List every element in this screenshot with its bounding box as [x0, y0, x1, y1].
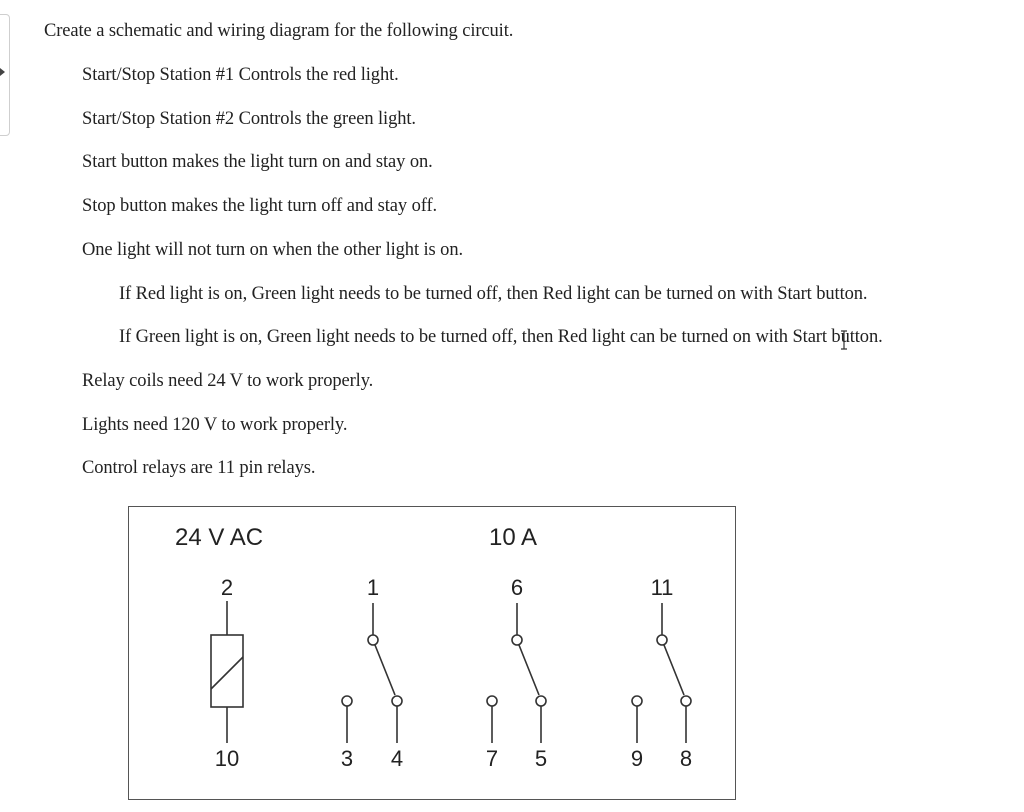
coil-rating-label: 24 V AC	[175, 524, 264, 551]
list-item: Relay coils need 24 V to work properly.	[82, 371, 374, 391]
contact-rating-label: 10 A	[489, 524, 538, 551]
pin-label: 5	[534, 746, 548, 771]
pin-label: 8	[679, 746, 693, 771]
pin-label: 11	[650, 575, 674, 600]
contact-set-1	[342, 603, 402, 743]
contact-set-3	[632, 603, 691, 743]
coil-symbol	[211, 635, 243, 707]
pin-label: 7	[485, 746, 499, 771]
pin-label: 6	[510, 575, 524, 600]
pin-label: 3	[340, 746, 354, 771]
relay-schematic	[129, 507, 737, 801]
list-item: Control relays are 11 pin relays.	[82, 458, 316, 478]
pin-label: 1	[366, 575, 380, 600]
contact-set-2	[487, 603, 546, 743]
pin-label: 2	[220, 575, 234, 600]
list-item: One light will not turn on when the other light is on.	[82, 240, 464, 260]
sub-list-item: If Red light is on, Green light needs to be turned off, then Red light can be turned on with Start button.	[119, 284, 868, 304]
list-item: Start button makes the light turn on and stay on.	[82, 152, 433, 172]
list-item: Lights need 120 V to work properly.	[82, 415, 348, 435]
relay-pin-diagram	[128, 506, 736, 800]
intro-text: Create a schematic and wiring diagram for the following circuit.	[44, 21, 514, 41]
sub-list-item: If Green light is on, Green light needs to be turned off, then Red light can be turned on with Start button.	[119, 327, 883, 347]
list-item: Start/Stop Station #1 Controls the red light.	[82, 65, 399, 85]
pin-label: 9	[630, 746, 644, 771]
list-item: Stop button makes the light turn off and stay off.	[82, 196, 438, 216]
pin-label: 4	[390, 746, 404, 771]
expand-arrow-icon[interactable]	[0, 68, 5, 76]
text-cursor-icon	[840, 330, 848, 350]
list-item: Start/Stop Station #2 Controls the green light.	[82, 109, 416, 129]
pin-label: 10	[214, 746, 240, 771]
